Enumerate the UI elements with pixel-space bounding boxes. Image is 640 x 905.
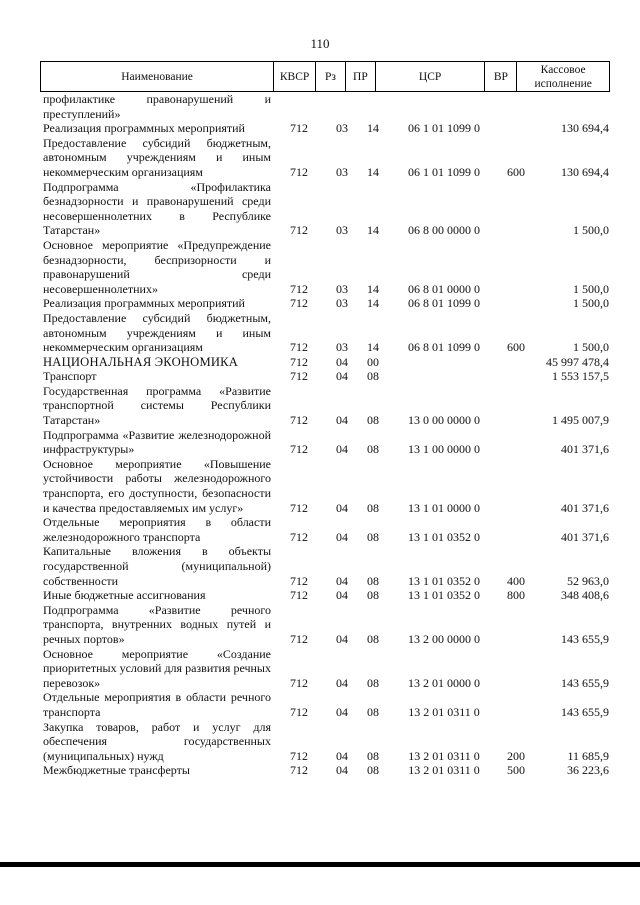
row-csr: 13 0 00 0000 0 bbox=[408, 413, 480, 428]
table-row bbox=[43, 603, 610, 647]
row-pr: 08 bbox=[367, 573, 379, 588]
row-rz: 04 bbox=[336, 529, 348, 544]
row-kvsr: 712 bbox=[290, 223, 308, 238]
table-row bbox=[43, 121, 610, 136]
row-kvsr: 712 bbox=[290, 369, 308, 384]
row-csr: 13 1 00 0000 0 bbox=[408, 442, 480, 457]
row-csr: 13 2 01 0311 0 bbox=[408, 704, 480, 719]
row-amount: 45 997 478,4 bbox=[546, 354, 609, 369]
row-kvsr: 712 bbox=[290, 763, 308, 778]
row-pr: 00 bbox=[367, 354, 379, 369]
row-csr: 06 8 01 1099 0 bbox=[408, 296, 480, 311]
row-csr: 13 2 01 0000 0 bbox=[408, 675, 480, 690]
table-header bbox=[40, 61, 610, 92]
row-pr: 08 bbox=[367, 500, 379, 515]
row-name: Отдельные мероприятия в области железнодорожного транспорта bbox=[43, 515, 271, 544]
row-kvsr: 712 bbox=[290, 748, 308, 763]
table-row bbox=[43, 296, 610, 311]
row-kvsr: 712 bbox=[290, 442, 308, 457]
row-amount: 130 694,4 bbox=[561, 164, 609, 179]
row-name: Основное мероприятие «Создание приоритетных условий для развития речных перевозок» bbox=[43, 646, 271, 690]
row-rz: 03 bbox=[336, 223, 348, 238]
row-amount: 1 495 007,9 bbox=[552, 413, 609, 428]
row-name: Предоставление субсидий бюджетным, автономным учреждениям и иным некоммерческим организациям bbox=[43, 135, 271, 179]
row-amount: 401 371,6 bbox=[561, 442, 609, 457]
table-row bbox=[43, 92, 610, 121]
row-rz: 04 bbox=[336, 748, 348, 763]
row-csr: 06 1 01 1099 0 bbox=[408, 121, 480, 136]
table-row bbox=[43, 515, 610, 544]
header-name: Наименование bbox=[41, 62, 274, 91]
row-kvsr: 712 bbox=[290, 296, 308, 311]
row-kvsr: 712 bbox=[290, 340, 308, 355]
row-name: Основное мероприятие «Повышение устойчивости работы железнодорожного транспорта, его доступности, безопасности и качества предоставляемых им услуг» bbox=[43, 456, 271, 515]
row-rz: 03 bbox=[336, 164, 348, 179]
row-pr: 14 bbox=[367, 164, 379, 179]
row-csr: 13 1 01 0352 0 bbox=[408, 529, 480, 544]
row-csr: 13 2 00 0000 0 bbox=[408, 631, 480, 646]
table-row bbox=[43, 457, 610, 515]
row-name: профилактике правонарушений и преступлений» bbox=[43, 92, 271, 121]
row-amount: 143 655,9 bbox=[561, 631, 609, 646]
row-name: Реализация программных мероприятий bbox=[43, 296, 245, 311]
page-number: 110 bbox=[310, 36, 330, 51]
row-amount: 1 500,0 bbox=[573, 296, 609, 311]
row-kvsr: 712 bbox=[290, 631, 308, 646]
row-kvsr: 712 bbox=[290, 500, 308, 515]
row-csr: 13 1 01 0000 0 bbox=[408, 500, 480, 515]
table-row bbox=[43, 136, 610, 180]
row-name: Основное мероприятие «Предупреждение безнадзорности, беспризорности и правонарушений среди несовершеннолетних» bbox=[43, 237, 271, 296]
row-rz: 03 bbox=[336, 340, 348, 355]
row-pr: 08 bbox=[367, 763, 379, 778]
row-rz: 04 bbox=[336, 573, 348, 588]
row-name: Закупка товаров, работ и услуг для обеспечения государственных (муниципальных) нужд bbox=[43, 719, 271, 763]
row-rz: 04 bbox=[336, 413, 348, 428]
header-kvsr: КВСР bbox=[274, 62, 316, 91]
row-rz: 03 bbox=[336, 121, 348, 136]
row-name: НАЦИОНАЛЬНАЯ ЭКОНОМИКА bbox=[43, 354, 239, 369]
row-rz: 03 bbox=[336, 296, 348, 311]
table-row bbox=[43, 647, 610, 691]
row-rz: 04 bbox=[336, 500, 348, 515]
row-rz: 04 bbox=[336, 704, 348, 719]
row-pr: 08 bbox=[367, 369, 379, 384]
row-vr: 500 bbox=[507, 763, 525, 778]
row-rz: 04 bbox=[336, 369, 348, 384]
row-name: Иные бюджетные ассигнования bbox=[43, 588, 206, 603]
row-name: Капитальные вложения в объекты государственной (муниципальной) собственности bbox=[43, 544, 271, 588]
row-vr: 600 bbox=[507, 164, 525, 179]
row-kvsr: 712 bbox=[290, 354, 308, 369]
row-name: Предоставление субсидий бюджетным, автономным учреждениям и иным некоммерческим организациям bbox=[43, 310, 271, 355]
row-kvsr: 712 bbox=[290, 704, 308, 719]
row-kvsr: 712 bbox=[290, 164, 308, 179]
row-pr: 14 bbox=[367, 121, 379, 136]
row-name: Реализация программных мероприятий bbox=[43, 121, 245, 136]
header-amount: Кассовое исполнение bbox=[534, 63, 592, 90]
table-row bbox=[43, 720, 610, 764]
header-vr: ВР bbox=[485, 62, 517, 91]
header-csr: ЦСР bbox=[376, 62, 486, 91]
row-vr: 200 bbox=[507, 748, 525, 763]
row-pr: 14 bbox=[367, 340, 379, 355]
row-pr: 08 bbox=[367, 413, 379, 428]
row-amount: 52 963,0 bbox=[567, 573, 609, 588]
row-amount: 1 500,0 bbox=[573, 340, 609, 355]
table-row bbox=[43, 544, 610, 588]
table-row bbox=[43, 588, 610, 603]
row-amount: 401 371,6 bbox=[561, 500, 609, 515]
row-amount: 1 500,0 bbox=[573, 223, 609, 238]
table-row bbox=[43, 384, 610, 428]
table-row bbox=[43, 238, 610, 296]
row-amount: 1 553 157,5 bbox=[552, 369, 609, 384]
row-name: Подпрограмма «Развитие речного транспорта, внутренних водных путей и речных портов» bbox=[43, 602, 271, 646]
row-vr: 600 bbox=[507, 340, 525, 355]
row-kvsr: 712 bbox=[290, 529, 308, 544]
row-csr: 13 1 01 0352 0 bbox=[408, 588, 480, 603]
row-rz: 04 bbox=[336, 675, 348, 690]
table-row bbox=[43, 311, 610, 355]
table-row bbox=[43, 180, 610, 238]
row-pr: 08 bbox=[367, 675, 379, 690]
row-pr: 14 bbox=[367, 296, 379, 311]
row-pr: 14 bbox=[367, 223, 379, 238]
table-row bbox=[43, 428, 610, 457]
row-amount: 11 685,9 bbox=[567, 748, 609, 763]
row-rz: 03 bbox=[336, 281, 348, 296]
row-pr: 08 bbox=[367, 748, 379, 763]
bottom-border bbox=[0, 862, 640, 867]
row-csr: 13 2 01 0311 0 bbox=[408, 763, 480, 778]
row-name: Подпрограмма «Профилактика безнадзорности и правонарушений среди несовершеннолетних в Республике Татарстан» bbox=[43, 179, 271, 238]
row-name: Межбюджетные трансферты bbox=[43, 763, 190, 778]
row-csr: 06 8 01 0000 0 bbox=[408, 281, 480, 296]
row-kvsr: 712 bbox=[290, 281, 308, 296]
table-body bbox=[43, 92, 610, 778]
row-csr: 06 8 00 0000 0 bbox=[408, 223, 480, 238]
row-rz: 04 bbox=[336, 588, 348, 603]
row-kvsr: 712 bbox=[290, 573, 308, 588]
row-pr: 08 bbox=[367, 442, 379, 457]
row-kvsr: 712 bbox=[290, 675, 308, 690]
row-vr: 800 bbox=[507, 588, 525, 603]
row-rz: 04 bbox=[336, 354, 348, 369]
row-amount: 130 694,4 bbox=[561, 121, 609, 136]
row-pr: 08 bbox=[367, 588, 379, 603]
table-row bbox=[43, 763, 610, 778]
row-pr: 08 bbox=[367, 631, 379, 646]
row-vr: 400 bbox=[507, 573, 525, 588]
header-rz: Рз bbox=[316, 62, 346, 91]
row-amount: 143 655,9 bbox=[561, 675, 609, 690]
row-kvsr: 712 bbox=[290, 588, 308, 603]
row-amount: 401 371,6 bbox=[561, 529, 609, 544]
row-amount: 1 500,0 bbox=[573, 281, 609, 296]
row-amount: 348 408,6 bbox=[561, 588, 609, 603]
row-pr: 14 bbox=[367, 281, 379, 296]
row-name: Транспорт bbox=[43, 369, 97, 384]
row-amount: 36 223,6 bbox=[567, 763, 609, 778]
row-rz: 04 bbox=[336, 631, 348, 646]
row-csr: 13 1 01 0352 0 bbox=[408, 573, 480, 588]
row-rz: 04 bbox=[336, 442, 348, 457]
row-name: Государственная программа «Развитие транспортной системы Республики Татарстан» bbox=[43, 383, 271, 428]
row-kvsr: 712 bbox=[290, 413, 308, 428]
row-csr: 13 2 01 0311 0 bbox=[408, 748, 480, 763]
row-kvsr: 712 bbox=[290, 121, 308, 136]
table-row bbox=[43, 355, 610, 370]
row-name: Отдельные мероприятия в области речного транспорта bbox=[43, 690, 271, 719]
row-csr: 06 8 01 1099 0 bbox=[408, 340, 480, 355]
header-pr: ПР bbox=[346, 62, 376, 91]
row-name: Подпрограмма «Развитие железнодорожной инфраструктуры» bbox=[43, 427, 271, 457]
row-pr: 08 bbox=[367, 529, 379, 544]
row-amount: 143 655,9 bbox=[561, 704, 609, 719]
row-rz: 04 bbox=[336, 763, 348, 778]
table-row bbox=[43, 690, 610, 719]
row-pr: 08 bbox=[367, 704, 379, 719]
row-csr: 06 1 01 1099 0 bbox=[408, 164, 480, 179]
table-row bbox=[43, 369, 610, 384]
